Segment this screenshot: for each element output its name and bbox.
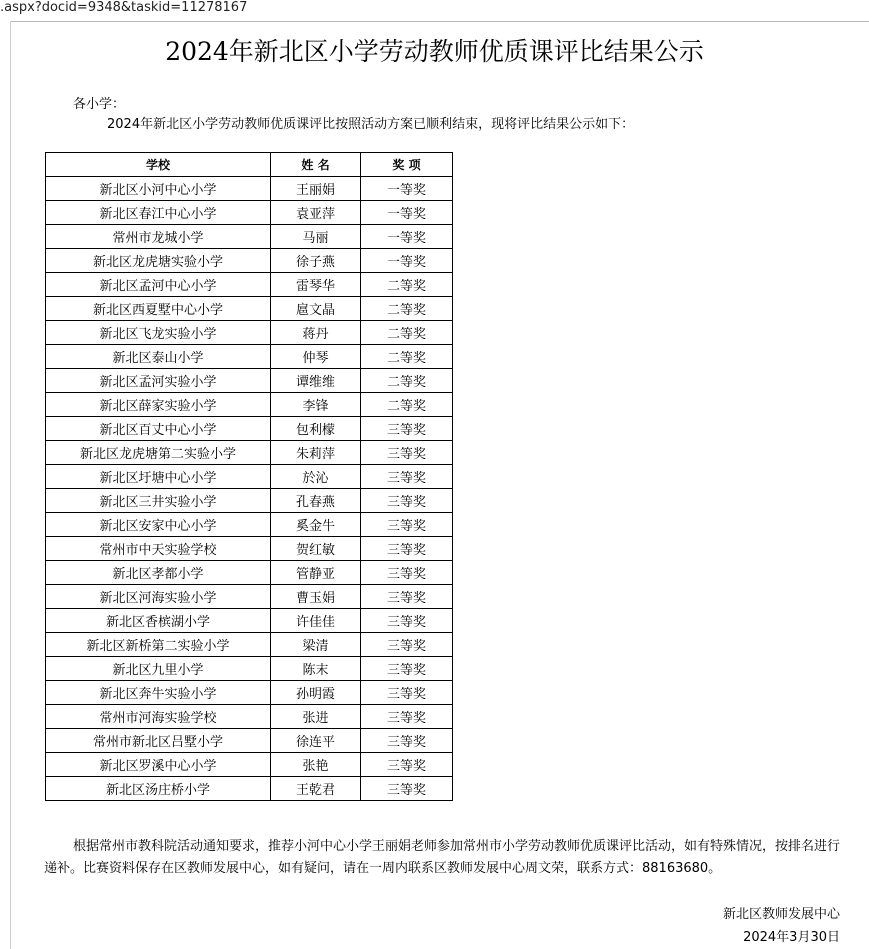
- table-row: [46, 633, 453, 657]
- cell-award: 三等奖: [361, 633, 453, 657]
- cell-award: 三等奖: [361, 561, 453, 585]
- table-row: [46, 393, 453, 417]
- address-bar-url[interactable]: .aspx?docid=9348&taskid=11278167: [0, 0, 248, 15]
- cell-award: 二等奖: [361, 345, 453, 369]
- cell-teacher-name: 陈末: [271, 657, 361, 681]
- cell-teacher-name: 贺红敏: [271, 537, 361, 561]
- cell-school: 新北区河海实验小学: [46, 585, 271, 609]
- cell-award: 二等奖: [361, 393, 453, 417]
- cell-teacher-name: 曹玉娟: [271, 585, 361, 609]
- page-title: 2024年新北区小学劳动教师优质课评比结果公示: [165, 37, 704, 66]
- cell-teacher-name: 管静亚: [271, 561, 361, 585]
- cell-school: 新北区奔牛实验小学: [46, 681, 271, 705]
- cell-school: 常州市中天实验学校: [46, 537, 271, 561]
- cell-teacher-name: 马丽: [271, 225, 361, 249]
- table-row: [46, 177, 453, 201]
- cell-teacher-name: 李锋: [271, 393, 361, 417]
- cell-award: 三等奖: [361, 441, 453, 465]
- table-row: [46, 249, 453, 273]
- cell-school: 新北区孟河中心小学: [46, 273, 271, 297]
- table-row: [46, 321, 453, 345]
- cell-teacher-name: 张艳: [271, 753, 361, 777]
- cell-school: 新北区飞龙实验小学: [46, 321, 271, 345]
- cell-school: 新北区三井实验小学: [46, 489, 271, 513]
- cell-teacher-name: 孙明霞: [271, 681, 361, 705]
- cell-school: 常州市新北区吕墅小学: [46, 729, 271, 753]
- cell-teacher-name: 徐子燕: [271, 249, 361, 273]
- intro-paragraph: 2024年新北区小学劳动教师优质课评比按照活动方案已顺利结束，现将评比结果公示如下：: [107, 117, 635, 132]
- cell-award: 一等奖: [361, 177, 453, 201]
- cell-teacher-name: 仲琴: [271, 345, 361, 369]
- table-header-row: [46, 153, 453, 177]
- column-header-school: 学校: [46, 153, 271, 177]
- cell-teacher-name: 蒋丹: [271, 321, 361, 345]
- cell-award: 三等奖: [361, 585, 453, 609]
- cell-award: 三等奖: [361, 681, 453, 705]
- cell-award: 三等奖: [361, 513, 453, 537]
- greeting: 各小学：: [73, 97, 126, 112]
- frame-top-border: [10, 21, 869, 22]
- cell-award: 二等奖: [361, 273, 453, 297]
- table-row: [46, 489, 453, 513]
- cell-school: 新北区圩塘中心小学: [46, 465, 271, 489]
- cell-school: 新北区龙虎塘第二实验小学: [46, 441, 271, 465]
- cell-teacher-name: 梁清: [271, 633, 361, 657]
- cell-school: 新北区西夏墅中心小学: [46, 297, 271, 321]
- table-row: [46, 537, 453, 561]
- table-row: [46, 753, 453, 777]
- table-row: [46, 513, 453, 537]
- cell-school: 新北区泰山小学: [46, 345, 271, 369]
- cell-award: 一等奖: [361, 201, 453, 225]
- cell-teacher-name: 孔春燕: [271, 489, 361, 513]
- cell-award: 三等奖: [361, 537, 453, 561]
- table-row: [46, 465, 453, 489]
- cell-teacher-name: 朱莉萍: [271, 441, 361, 465]
- results-table-body: [46, 177, 453, 801]
- cell-school: 新北区汤庄桥小学: [46, 777, 271, 801]
- cell-award: 三等奖: [361, 729, 453, 753]
- table-row: [46, 369, 453, 393]
- results-table: [45, 152, 453, 801]
- cell-teacher-name: 包利檬: [271, 417, 361, 441]
- table-row: [46, 705, 453, 729]
- table-row: [46, 585, 453, 609]
- cell-teacher-name: 许佳佳: [271, 609, 361, 633]
- table-row: [46, 729, 453, 753]
- table-row: [46, 225, 453, 249]
- signature-date: 2024年3月30日: [743, 930, 840, 945]
- table-row: [46, 681, 453, 705]
- cell-school: 新北区薛家实验小学: [46, 393, 271, 417]
- cell-award: 三等奖: [361, 705, 453, 729]
- table-row: [46, 561, 453, 585]
- cell-award: 三等奖: [361, 465, 453, 489]
- cell-award: 一等奖: [361, 225, 453, 249]
- cell-school: 新北区小河中心小学: [46, 177, 271, 201]
- table-row: [46, 297, 453, 321]
- cell-school: 常州市龙城小学: [46, 225, 271, 249]
- cell-school: 新北区春江中心小学: [46, 201, 271, 225]
- cell-teacher-name: 扈文晶: [271, 297, 361, 321]
- recommendation-note: 根据常州市教科院活动通知要求，推荐小河中心小学王丽娟老师参加常州市小学劳动教师优质课评比活动，如有特殊情况，按排名进行递补。比赛资料保存在区教师发展中心，如有疑问，请在一周内联系区教师发展中心周文荣，联系方式：88163680。: [44, 839, 841, 876]
- table-row: [46, 273, 453, 297]
- cell-award: 三等奖: [361, 489, 453, 513]
- table-row: [46, 201, 453, 225]
- table-row: [46, 345, 453, 369]
- cell-award: 三等奖: [361, 777, 453, 801]
- table-row: [46, 777, 453, 801]
- cell-school: 新北区孝都小学: [46, 561, 271, 585]
- cell-school: 新北区龙虎塘实验小学: [46, 249, 271, 273]
- cell-teacher-name: 谭维维: [271, 369, 361, 393]
- cell-school: 新北区安家中心小学: [46, 513, 271, 537]
- signature-organization: 新北区教师发展中心: [722, 907, 840, 922]
- cell-school: 新北区新桥第二实验小学: [46, 633, 271, 657]
- cell-teacher-name: 王乾君: [271, 777, 361, 801]
- frame-left-border: [10, 21, 11, 949]
- cell-teacher-name: 徐连平: [271, 729, 361, 753]
- table-row: [46, 441, 453, 465]
- cell-school: 新北区九里小学: [46, 657, 271, 681]
- cell-school: 常州市河海实验学校: [46, 705, 271, 729]
- cell-award: 二等奖: [361, 369, 453, 393]
- cell-teacher-name: 奚金牛: [271, 513, 361, 537]
- cell-award: 二等奖: [361, 321, 453, 345]
- table-row: [46, 657, 453, 681]
- cell-school: 新北区香槟湖小学: [46, 609, 271, 633]
- cell-teacher-name: 王丽娟: [271, 177, 361, 201]
- cell-award: 二等奖: [361, 297, 453, 321]
- table-row: [46, 417, 453, 441]
- column-header-award: 奖 项: [361, 153, 453, 177]
- cell-award: 三等奖: [361, 753, 453, 777]
- cell-teacher-name: 雷琴华: [271, 273, 361, 297]
- cell-school: 新北区孟河实验小学: [46, 369, 271, 393]
- cell-award: 三等奖: [361, 609, 453, 633]
- cell-award: 三等奖: [361, 657, 453, 681]
- column-header-name: 姓 名: [271, 153, 361, 177]
- cell-school: 新北区百丈中心小学: [46, 417, 271, 441]
- cell-teacher-name: 袁亚萍: [271, 201, 361, 225]
- table-row: [46, 609, 453, 633]
- cell-school: 新北区罗溪中心小学: [46, 753, 271, 777]
- cell-teacher-name: 於沁: [271, 465, 361, 489]
- cell-teacher-name: 张进: [271, 705, 361, 729]
- cell-award: 三等奖: [361, 417, 453, 441]
- cell-award: 一等奖: [361, 249, 453, 273]
